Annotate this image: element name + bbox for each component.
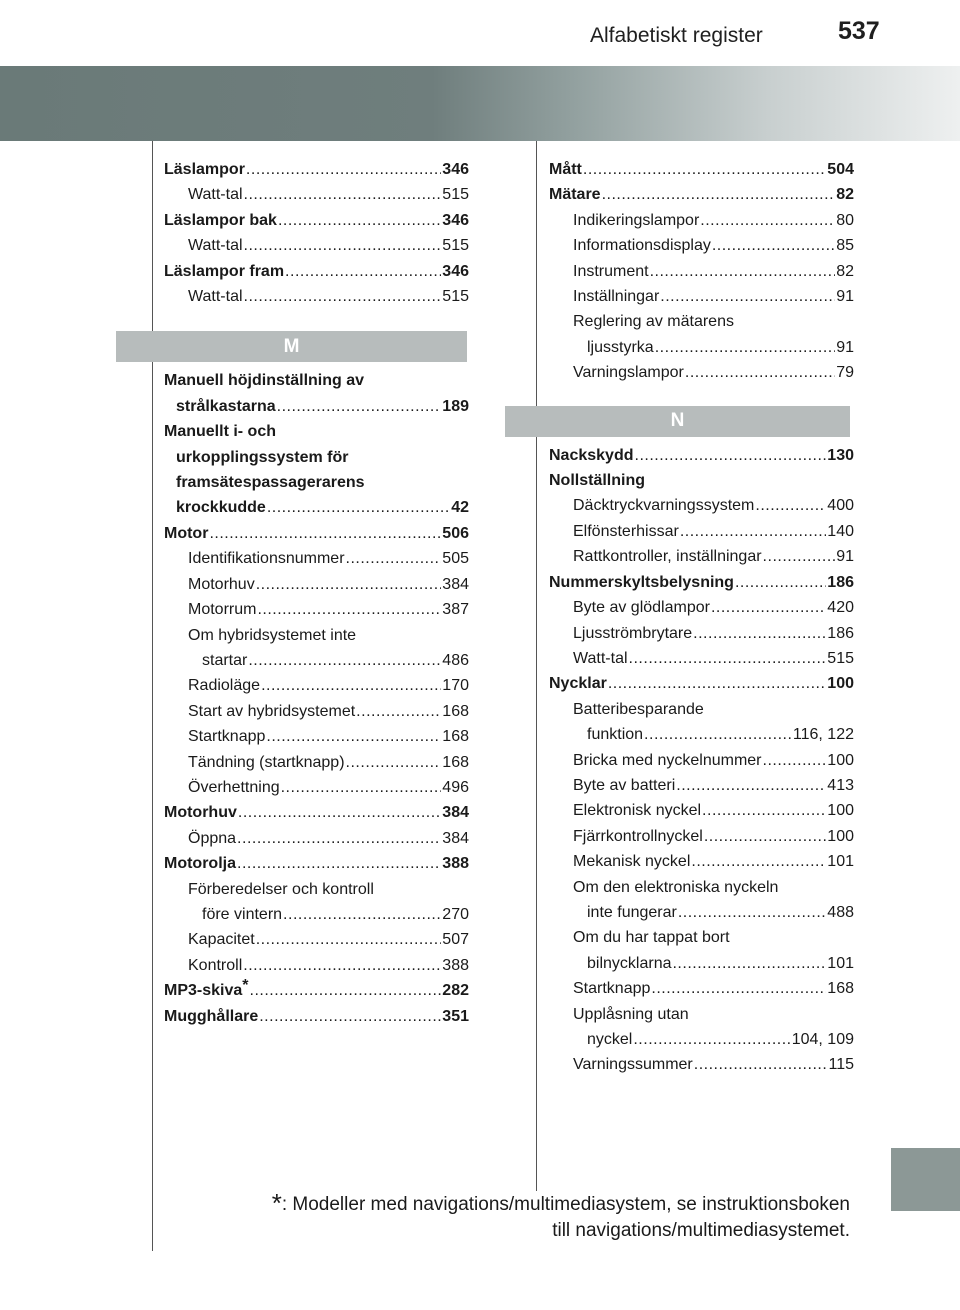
index-subentry: Batteribesparande (573, 700, 704, 718)
index-subentry-continued: funktion ..... 116, 122 (549, 722, 854, 747)
footnote-star: * (271, 1188, 282, 1218)
index-subentry: Radioläge ..... 170 (164, 673, 469, 698)
chapter-side-tab (891, 1148, 960, 1211)
index-entry: Läslampor ..... 346 (164, 157, 469, 182)
index-subentry: Motorrum ..... 387 (164, 597, 469, 622)
footnote-marker: * (242, 977, 249, 995)
index-entry: Nackskydd ..... 130 (549, 443, 854, 468)
index-subentry: Om hybridsystemet inte (188, 626, 357, 644)
index-subentry: Watt-tal ..... 515 (164, 233, 469, 258)
index-entry-continued: framsätespassagerarens (176, 474, 365, 492)
footnote (272, 1190, 850, 1244)
index-entry-continued: krockkudde ..... 42 (164, 495, 469, 520)
index-subentry: Inställningar ..... 91 (549, 284, 854, 309)
index-subentry: Varningssummer ..... 115 (549, 1052, 854, 1077)
index-subentry: Reglering av mätarens (573, 313, 734, 331)
index-entry-continued: urkopplingssystem för (176, 448, 349, 466)
index-subentry-continued: före vintern ..... 270 (164, 902, 469, 927)
section-letter-m: M (116, 331, 467, 362)
left-margin-rule (152, 141, 153, 1251)
index-subentry: Identifikationsnummer ..... 505 (164, 546, 469, 571)
running-header-title: Alfabetiskt register (590, 24, 763, 47)
index-subentry: Instrument ..... 82 (549, 259, 854, 284)
index-entry: Nollställning (549, 472, 645, 490)
index-subentry: Startknapp ..... 168 (549, 976, 854, 1001)
index-subentry-continued: startar ..... 486 (164, 648, 469, 673)
index-subentry: Elfönsterhissar ..... 140 (549, 519, 854, 544)
index-entry-continued: strålkastarna ..... 189 (164, 394, 469, 419)
index-entry: Manuellt i- och (164, 423, 276, 441)
index-entry: Manuell höjdinställning av (164, 372, 365, 390)
index-column-right (549, 157, 854, 1078)
footnote-line-1: : Modeller med navigations/multimediasystem, se instruktionsboken (281, 1194, 850, 1215)
index-entry: Nummerskyltsbelysning ..... 186 (549, 570, 854, 595)
index-subentry: Informationsdisplay ..... 85 (549, 233, 854, 258)
index-subentry: Upplåsning utan (573, 1005, 689, 1023)
index-subentry: Watt-tal ..... 515 (549, 646, 854, 671)
index-subentry: Ljusströmbrytare ..... 186 (549, 621, 854, 646)
index-subentry: Byte av glödlampor ..... 420 (549, 595, 854, 620)
index-subentry: Tändning (startknapp) ..... 168 (164, 750, 469, 775)
section-letter-n: N (505, 406, 850, 437)
index-entry: Läslampor bak ..... 346 (164, 208, 469, 233)
index-subentry: Däcktryckvarningssystem ..... 400 (549, 493, 854, 518)
index-subentry: Om du har tappat bort (573, 929, 730, 947)
index-subentry: Rattkontroller, inställningar ..... 91 (549, 544, 854, 569)
index-subentry: Fjärrkontrollnyckel ..... 100 (549, 824, 854, 849)
index-entry: Motor ..... 506 (164, 521, 469, 546)
page-number: 537 (838, 17, 880, 45)
index-entry: Mått ..... 504 (549, 157, 854, 182)
index-subentry: Mekanisk nyckel ..... 101 (549, 849, 854, 874)
index-subentry: Indikeringslampor ..... 80 (549, 208, 854, 233)
index-entry: Mugghållare ..... 351 (164, 1004, 469, 1029)
header-banner (0, 66, 960, 141)
index-subentry: Förberedelser och kontroll (188, 880, 374, 898)
index-entry: MP3-skiva* ..... 282 (164, 978, 469, 1003)
index-subentry: Varningslampor ..... 79 (549, 360, 854, 385)
index-entry: Nycklar ..... 100 (549, 671, 854, 696)
index-subentry: Byte av batteri ..... 413 (549, 773, 854, 798)
index-subentry-continued: nyckel ..... 104, 109 (549, 1027, 854, 1052)
index-subentry: Bricka med nyckelnummer ..... 100 (549, 748, 854, 773)
index-subentry: Watt-tal ..... 515 (164, 284, 469, 309)
index-subentry: Watt-tal ..... 515 (164, 182, 469, 207)
index-subentry: Om den elektroniska nyckeln (573, 878, 779, 896)
index-entry: Motorolja ..... 388 (164, 851, 469, 876)
index-subentry-continued: bilnycklarna ..... 101 (549, 951, 854, 976)
index-entry: Läslampor fram ..... 346 (164, 259, 469, 284)
index-entry: Motorhuv ..... 384 (164, 800, 469, 825)
index-subentry: Motorhuv ..... 384 (164, 572, 469, 597)
index-subentry: Kapacitet ..... 507 (164, 927, 469, 952)
index-subentry: Överhettning ..... 496 (164, 775, 469, 800)
index-subentry: Start av hybridsystemet ..... 168 (164, 699, 469, 724)
index-entry: Mätare ..... 82 (549, 182, 854, 207)
footnote-line-2: till navigations/multimediasystemet. (552, 1220, 850, 1241)
index-subentry: Startknapp ..... 168 (164, 724, 469, 749)
index-subentry: Elektronisk nyckel ..... 100 (549, 798, 854, 823)
index-subentry-continued: ljusstyrka ..... 91 (549, 335, 854, 360)
index-subentry: Kontroll ..... 388 (164, 953, 469, 978)
index-subentry: Öppna ..... 384 (164, 826, 469, 851)
center-column-rule (536, 141, 537, 1191)
index-subentry-continued: inte fungerar ..... 488 (549, 900, 854, 925)
index-column-left (164, 157, 469, 1029)
